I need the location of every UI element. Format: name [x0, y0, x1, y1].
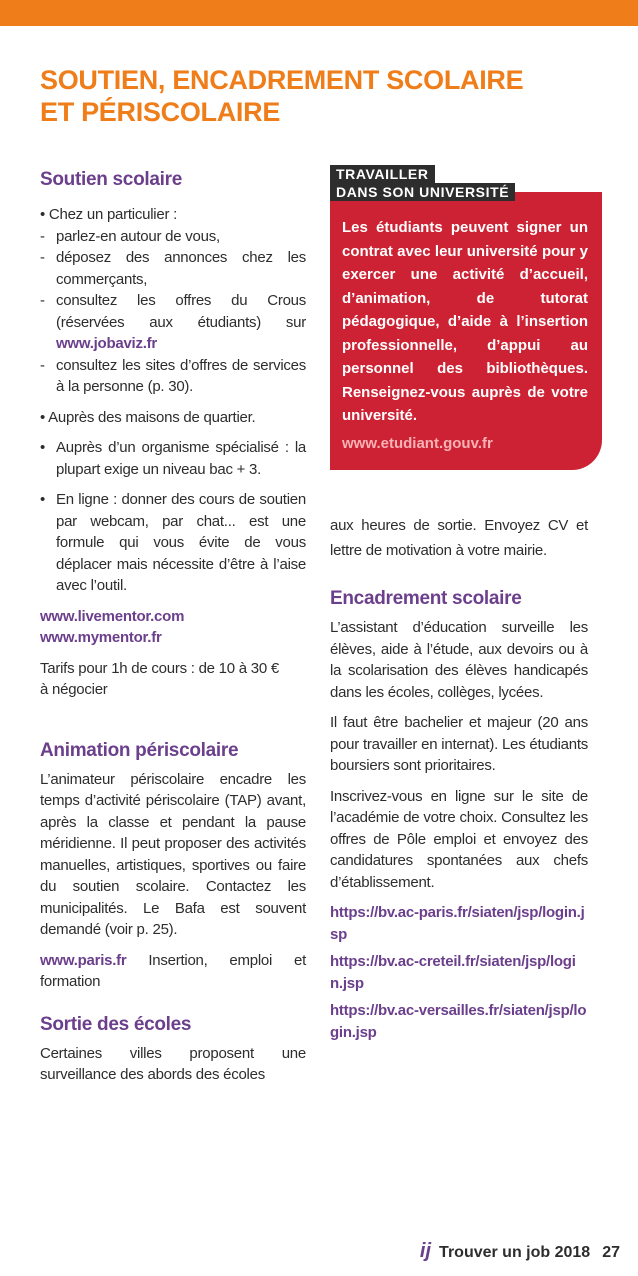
list-item: [40, 204, 306, 398]
bullet: •: [40, 439, 46, 456]
heading-sortie-des-ecoles: Sortie des écoles: [40, 1013, 192, 1035]
page-title-line-1: SOUTIEN, ENCADREMENT SCOLAIRE: [40, 65, 524, 95]
organisme-text: Auprès d’un organisme spécialisé : la plupart exige un niveau bac + 3.: [56, 439, 306, 478]
enligne-text: En ligne : donner des cours de soutien par webcam, par chat... est une formule qui vous évite de vous déplacer mais nécessite d’être à l’aise avec l’outil.: [56, 491, 306, 594]
list-item: [40, 489, 306, 597]
encadrement-paragraph: Il faut être bachelier et majeur (20 ans pour travailler en internat). Les étudiants boursiers sont prioritaires.: [330, 714, 588, 774]
animation-text: L’animateur périscolaire encadre les temps d’activité périscolaire (TAP) avant, après la classe et pendant la pause méridienne. Il peut proposer des activités manuelles, artistiques, sportives ou faire du soutien scolaire. Contactez les municipalités. Le Bafa est souvent demandé (voir p. 25).: [40, 770, 306, 938]
sub-item: [40, 290, 306, 355]
paris-link[interactable]: www.paris.fr: [40, 951, 127, 969]
sub-item: - déposez des annonces chez les commerçants,: [40, 247, 306, 290]
sortie-text: Certaines villes proposent une surveillance des abords des écoles: [40, 1044, 306, 1083]
encadrement-paragraph: L’assistant d’éducation surveille les élèves, aide à l’étude, aux devoirs ou à la scolarisation des élèves handicapés dans les écoles, collèges, lycées.: [330, 619, 588, 701]
sub-item-text: consultez les offres du Crous (réservées aux étudiants) sur: [56, 292, 306, 331]
encadrement-paragraph: Inscrivez-vous en ligne sur le site de l’académie de votre choix. Consultez les offres de Pôle emploi et envoyez des candidatures spontanées aux chefs d’établissement.: [330, 787, 588, 891]
callout-tag-line-1: TRAVAILLER: [330, 165, 435, 183]
jobaviz-link[interactable]: www.jobaviz.fr: [56, 335, 157, 352]
page-number: 27: [602, 1244, 620, 1261]
particulier-sublist: [40, 226, 306, 398]
mymentor-link[interactable]: www.mymentor.fr: [40, 629, 162, 646]
heading-animation-periscolaire: Animation périscolaire: [40, 739, 239, 761]
etudiant-gouv-link[interactable]: www.etudiant.gouv.fr: [342, 435, 493, 452]
paris-link-suffix: Insertion, emploi et formation: [40, 951, 306, 990]
left-column: [40, 168, 306, 1095]
ij-logo: ij: [419, 1240, 432, 1262]
sub-item: - consultez les sites d’offres de services à la personne (p. 30).: [40, 355, 306, 398]
page-title-line-2: ET PÉRISCOLAIRE: [40, 97, 281, 127]
page-title: [40, 64, 600, 128]
list-item: • Auprès des maisons de quartier.: [40, 408, 256, 426]
list-item: [40, 437, 306, 480]
animation-link-line: [40, 950, 306, 993]
top-orange-bar: [0, 0, 638, 26]
tarifs-text: Tarifs pour 1h de cours : de 10 à 30 € à négocier: [40, 659, 279, 698]
heading-soutien-scolaire: Soutien scolaire: [40, 169, 182, 190]
particulier-head: • Chez un particulier :: [40, 206, 178, 223]
bullet: •: [40, 491, 46, 508]
footer-label: Trouver un job 2018: [439, 1244, 591, 1261]
ac-versailles-link[interactable]: https://bv.ac-versailles.fr/siaten/jsp/login.jsp: [330, 1002, 587, 1041]
soutien-list: [40, 204, 306, 597]
callout-tag-line-2: DANS SON UNIVERSITÉ: [330, 183, 515, 201]
heading-encadrement-scolaire: Encadrement scolaire: [330, 588, 522, 609]
sortie-continuation: aux heures de sortie. Envoyez CV et lettre de motivation à votre mairie.: [330, 517, 588, 559]
ac-creteil-link[interactable]: https://bv.ac-creteil.fr/siaten/jsp/login.jsp: [330, 953, 576, 992]
page-footer: [420, 1240, 620, 1263]
right-column: [330, 513, 588, 1043]
livementor-link[interactable]: www.livementor.com: [40, 607, 185, 625]
callout-tag: [330, 165, 515, 201]
callout-text: Les étudiants peuvent signer un contrat avec leur université pour y exercer une activité d’accueil, d’animation, de tutorat pédagogique, d’aide à l’insertion professionnelle, d’appui au personnel des bibliothèques. Renseignez-vous auprès de votre université.: [342, 219, 588, 424]
sub-item: - parlez-en autour de vous,: [40, 226, 306, 248]
ac-paris-link[interactable]: https://bv.ac-paris.fr/siaten/jsp/login.jsp: [330, 904, 585, 943]
